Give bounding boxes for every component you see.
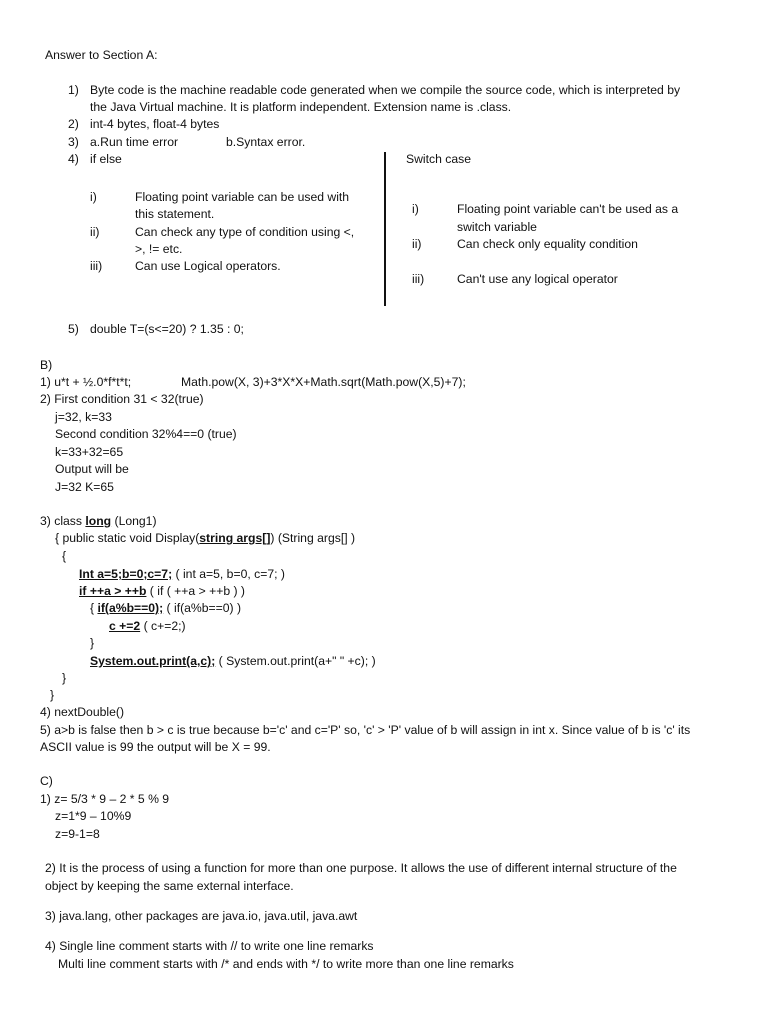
c-q1-line: 1) z= 5/3 * 9 – 2 * 5 % 9 — [40, 792, 170, 806]
switch-row-text: Can check only equality condition — [457, 237, 638, 251]
c-q1-line: z=1*9 – 10%9 — [55, 809, 132, 823]
b-q2-line: Second condition 32%4==0 (true) — [55, 427, 237, 441]
b-q2-line: k=33+32=65 — [55, 445, 124, 459]
if-row-text: >, != etc. — [135, 242, 183, 256]
code-error: if(a%b==0); — [97, 601, 164, 615]
if-row-number: i) — [90, 190, 97, 204]
b-q2-line: j=32, k=33 — [55, 410, 112, 424]
b-q5-answer-line2: ASCII value is 99 the output will be X = 99. — [40, 740, 271, 754]
b-q3-line-method — [55, 531, 355, 546]
if-row-number: ii) — [90, 225, 100, 239]
if-row-number: iii) — [90, 259, 103, 273]
code-correction: ( int a=5, b=0, c=7; ) — [172, 567, 285, 581]
b-q5-answer-line1: 5) a>b is false then b > c is true because b='c' and c='P' so, 'c' > 'P' value of b will assign in int x. Since value of b is 'c' its — [40, 723, 691, 737]
switch-case-heading: Switch case — [406, 152, 472, 166]
if-row-text: Can check any type of condition using <, — [135, 225, 355, 239]
b-q3-line-assign — [109, 619, 186, 634]
c-q3-answer: 3) java.lang, other packages are java.io, java.util, java.awt — [45, 909, 358, 923]
b-q3-line-inner-if — [90, 601, 241, 616]
b-q3-brace: } — [50, 688, 55, 702]
q1-number: 1) — [68, 83, 79, 97]
q5-answer: double T=(s<=20) ? 1.35 : 0; — [90, 322, 244, 336]
b-q3-line-print — [90, 654, 376, 669]
switch-row-text: switch variable — [457, 220, 537, 234]
b-q3-line-class — [40, 514, 157, 529]
code-text: 3) class — [40, 514, 86, 528]
c-q2-answer-line1: 2) It is the process of using a function for more than one purpose. It allows the use of different internal structure of the — [45, 861, 677, 875]
code-correction: (Long1) — [111, 514, 157, 528]
q3-answer-b: b.Syntax error. — [226, 135, 306, 149]
comparison-divider — [384, 152, 386, 306]
b-q3-line-declare — [79, 567, 285, 582]
switch-row-number: iii) — [412, 272, 425, 286]
if-row-text: this statement. — [135, 207, 215, 221]
q1-answer-line1: Byte code is the machine readable code generated when we compile the source code, which is interpreted by — [90, 83, 681, 97]
c-q2-answer-line2: object by keeping the same external interface. — [45, 879, 294, 893]
b-q1-expression-a: 1) u*t + ½.0*f*t*t; — [40, 375, 132, 389]
switch-row-number: i) — [412, 202, 419, 216]
q3-answer-a: a.Run time error — [90, 135, 179, 149]
code-correction: ( if ( ++a > ++b ) ) — [146, 584, 245, 598]
b-q3-brace: } — [90, 636, 95, 650]
code-text: { public static void Display( — [55, 531, 200, 545]
code-text: { — [90, 601, 98, 615]
code-error: System.out.print(a,c); — [90, 654, 216, 668]
section-a-heading: Answer to Section A: — [45, 48, 158, 62]
q4-number: 4) — [68, 152, 79, 166]
code-error: c +=2 — [109, 619, 141, 633]
b-q1-expression-b: Math.pow(X, 3)+3*X*X+Math.sqrt(Math.pow(X,5)+7); — [181, 375, 466, 389]
c-q4-answer-line2: Multi line comment starts with /* and ends with */ to write more than one line remarks — [58, 957, 514, 971]
b-q2-line: J=32 K=65 — [55, 480, 114, 494]
b-q3-brace: } — [62, 671, 67, 685]
code-correction: ( System.out.print(a+" " +c); ) — [215, 654, 376, 668]
q1-answer-line2: the Java Virtual machine. It is platform independent. Extension name is .class. — [90, 100, 512, 114]
b-q3-brace: { — [62, 549, 67, 563]
section-b-label: B) — [40, 358, 53, 372]
switch-row-text: Can't use any logical operator — [457, 272, 618, 286]
b-q2-line: Output will be — [55, 462, 129, 476]
q5-number: 5) — [68, 322, 79, 336]
switch-row-text: Floating point variable can't be used as a — [457, 202, 679, 216]
q2-answer: int-4 bytes, float-4 bytes — [90, 117, 220, 131]
if-else-heading: if else — [90, 152, 122, 166]
code-correction: ) (String args[] ) — [270, 531, 356, 545]
section-c-label: C) — [40, 774, 53, 788]
code-correction: ( c+=2;) — [140, 619, 186, 633]
q3-number: 3) — [68, 135, 79, 149]
b-q4-answer: 4) nextDouble() — [40, 705, 124, 719]
c-q1-line: z=9-1=8 — [55, 827, 100, 841]
code-error: if ++a > ++b — [79, 584, 147, 598]
code-error: string args[] — [199, 531, 271, 545]
if-row-text: Can use Logical operators. — [135, 259, 281, 273]
code-correction: ( if(a%b==0) ) — [163, 601, 242, 615]
code-error: long — [85, 514, 112, 528]
q2-number: 2) — [68, 117, 79, 131]
switch-row-number: ii) — [412, 237, 422, 251]
b-q3-line-if — [79, 584, 245, 599]
c-q4-answer-line1: 4) Single line comment starts with // to write one line remarks — [45, 939, 374, 953]
code-error: Int a=5;b=0;c=7; — [79, 567, 173, 581]
if-row-text: Floating point variable can be used with — [135, 190, 350, 204]
b-q2-line: 2) First condition 31 < 32(true) — [40, 392, 204, 406]
